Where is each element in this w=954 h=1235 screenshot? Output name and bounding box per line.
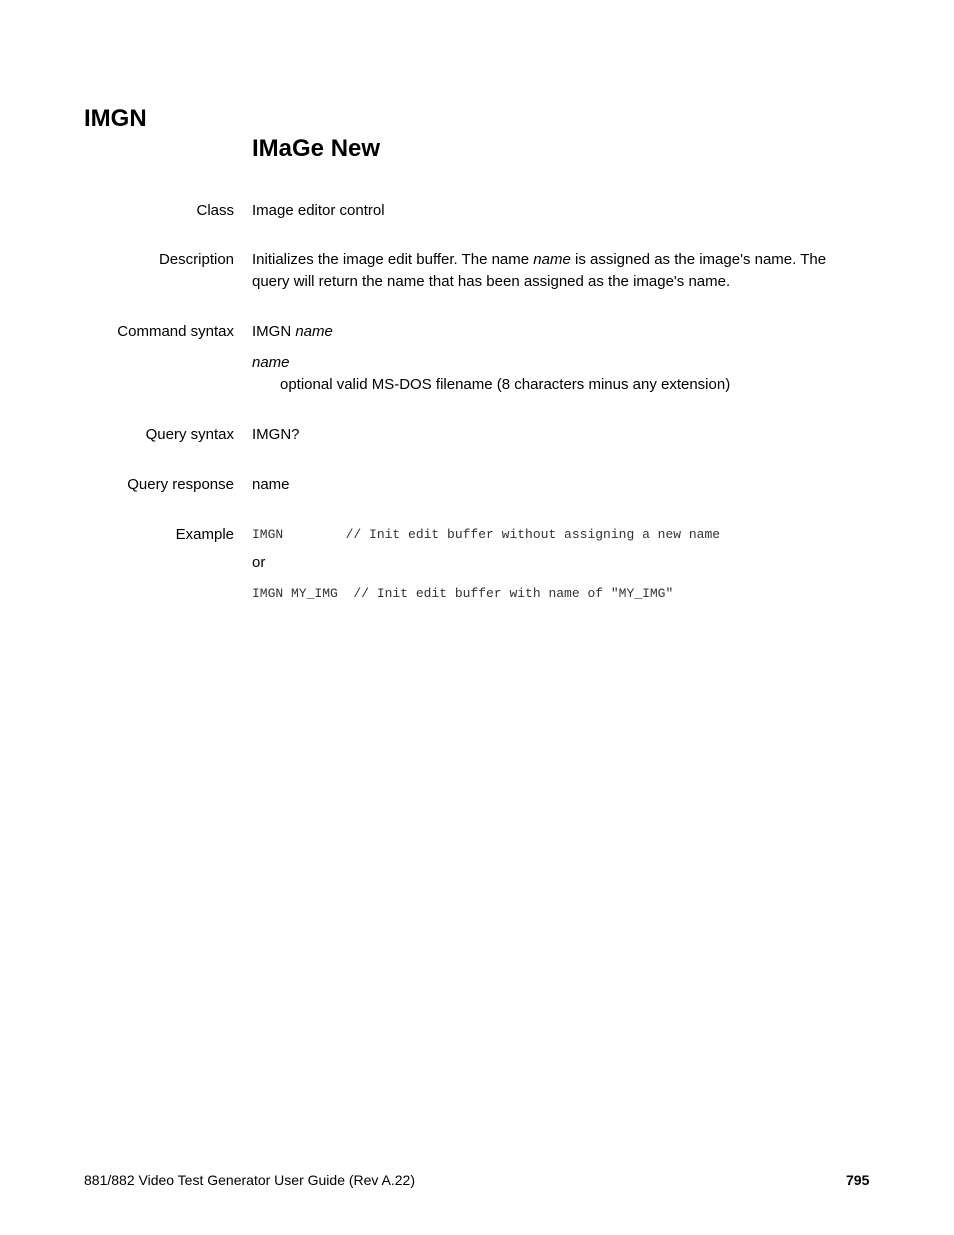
- command-syntax-label: Command syntax: [117, 323, 234, 340]
- class-value: Image editor control: [252, 202, 385, 219]
- example-line-2: IMGN MY_IMG // Init edit buffer with name of "MY_IMG": [252, 586, 674, 601]
- description-param: name: [533, 251, 571, 268]
- query-response-label: Query response: [127, 476, 234, 493]
- command-full-name: IMaGe New: [252, 135, 381, 162]
- command-syntax-line: [252, 321, 862, 343]
- description-label: Description: [158, 251, 234, 268]
- footer-page-number: 795: [846, 1172, 870, 1188]
- example-or: or: [252, 554, 266, 571]
- example-line-1: IMGN // Init edit buffer without assigning a new name: [252, 527, 721, 542]
- description-part1: Initializes the image edit buffer. The name: [252, 251, 534, 268]
- command-syntax-param: name: [295, 323, 333, 340]
- query-response-value: name: [252, 476, 290, 493]
- query-syntax-label: Query syntax: [145, 426, 234, 443]
- query-syntax-value: IMGN?: [252, 426, 300, 443]
- param-name: name: [252, 354, 290, 371]
- command-title: IMGN: [84, 105, 147, 132]
- class-label: Class: [196, 202, 234, 219]
- description-text: [252, 249, 862, 293]
- example-label: Example: [175, 526, 234, 543]
- param-description: optional valid MS-DOS filename (8 characters minus any extension): [280, 376, 731, 393]
- example-content: [252, 524, 862, 605]
- footer-doc-title: 881/882 Video Test Generator User Guide (Rev A.22): [84, 1172, 416, 1188]
- command-syntax-content: [252, 321, 862, 396]
- description-part2: is assigned as the image's name. The query will return the name that has been assigned as the image's name.: [252, 251, 827, 290]
- command-syntax-cmd: IMGN: [252, 323, 296, 340]
